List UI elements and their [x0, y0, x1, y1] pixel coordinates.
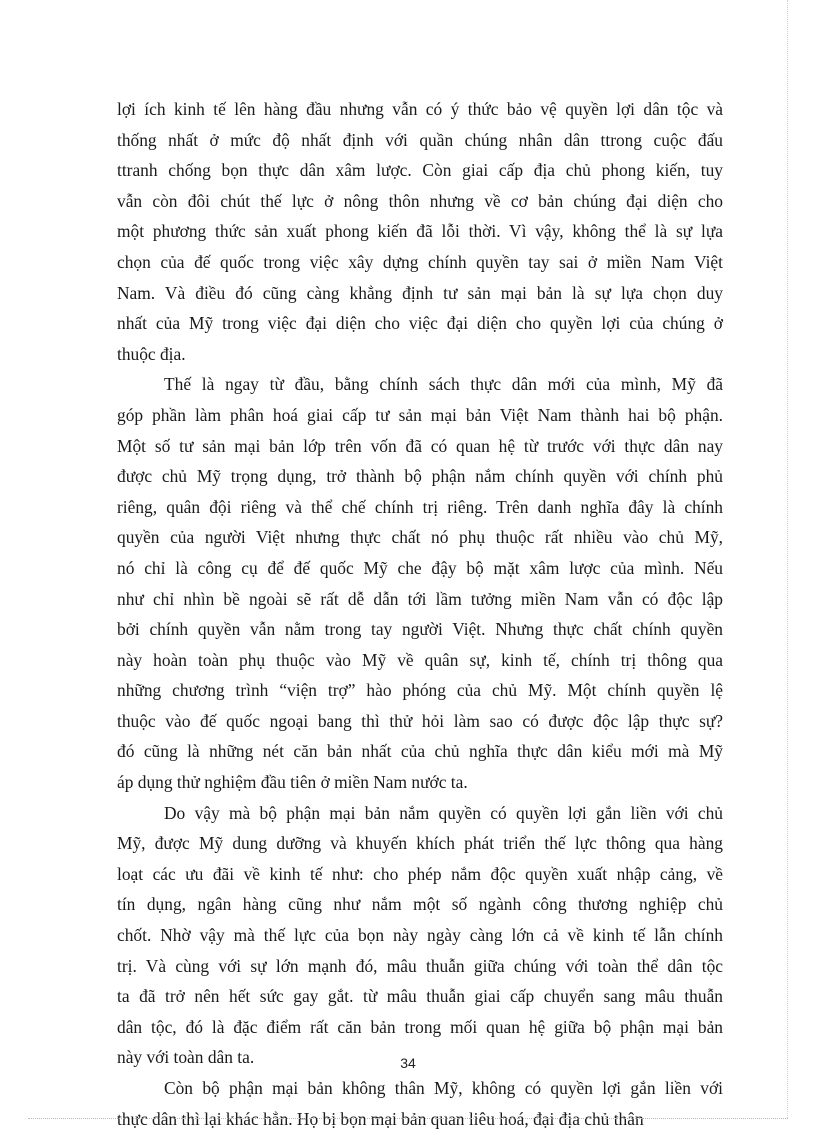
page-right-border	[787, 0, 788, 1118]
text-line: chốt. Nhờ vậy mà thế lực của bọn này ngày càng lớn cả về kinh tế lẫn chính	[117, 925, 723, 946]
body-text	[117, 94, 723, 1134]
text-line: thực dân thì lại khác hẳn. Họ bị bọn mại bản quan liêu hoá, đại địa chủ thân	[117, 1108, 644, 1129]
text-line: này hoàn toàn phụ thuộc vào Mỹ về quân sự, kinh tế, chính trị thông qua	[117, 649, 723, 670]
text-line: ta đã trở nên hết sức gay gắt. từ mâu thuẫn giai cấp chuyển sang mâu thuẫn	[117, 986, 723, 1007]
paragraph	[117, 798, 723, 1073]
text-line: như chỉ nhìn bề ngoài sẽ rất dễ dẫn tới lầm tưởng miền Nam vẫn có độc lập	[117, 588, 723, 609]
text-line: Thế là ngay từ đầu, bằng chính sách thực dân mới của mình, Mỹ đã	[164, 374, 723, 395]
text-line: tín dụng, ngân hàng cũng như nắm một số ngành công thương nghiệp chủ	[117, 894, 723, 915]
text-line: Mỹ, được Mỹ dung dưỡng và khuyến khích phát triển thế lực thông qua hàng	[117, 833, 723, 854]
text-line: một phương thức sản xuất phong kiến đã lỗi thời. Vì vậy, không thể là sự lựa	[117, 221, 723, 242]
text-line: nhất của Mỹ trong việc đại diện cho việc đại diện cho quyền lợi của chúng ở	[117, 313, 723, 334]
text-line: lợi ích kinh tế lên hàng đầu nhưng vẫn có ý thức bảo vệ quyền lợi dân tộc và	[117, 99, 723, 119]
text-line: bởi chính quyền vẫn nằm trong tay người Việt. Nhưng thực chất chính quyền	[117, 619, 723, 640]
text-line: Còn bộ phận mại bản không thân Mỹ, không có quyền lợi gắn liền với	[164, 1078, 723, 1098]
text-line: Do vậy mà bộ phận mại bản nắm quyền có quyền lợi gắn liền với chủ	[164, 802, 723, 823]
paragraph	[117, 94, 723, 369]
text-line: quyền của người Việt nhưng thực chất nó phụ thuộc rất nhiều vào chủ Mỹ,	[117, 527, 723, 548]
text-line: chọn của đế quốc trong việc xây dựng chính quyền tay sai ở miền Nam Việt	[117, 251, 723, 272]
text-line: nó chỉ là công cụ để đế quốc Mỹ che đậy bộ mặt xâm lược của mình. Nếu	[117, 557, 723, 578]
text-line: ttranh chống bọn thực dân xâm lược. Còn giai cấp địa chủ phong kiến, tuy	[117, 160, 723, 181]
text-line: trị. Và cùng với sự lớn mạnh đó, mâu thuẫn giữa chúng với toàn thể dân tộc	[117, 955, 723, 976]
paragraph	[117, 369, 723, 797]
text-line: Nam. Và điều đó cũng càng khẳng định tư sản mại bản là sự lựa chọn duy	[117, 282, 723, 303]
text-line: góp phần làm phân hoá giai cấp tư sản mại bản Việt Nam thành hai bộ phận.	[117, 404, 723, 425]
page-bottom-border	[28, 1118, 788, 1119]
page-number: 34	[400, 1055, 416, 1071]
text-line: riêng, quân đội riêng và thể chế chính trị riêng. Trên danh nghĩa đây là chính	[117, 496, 723, 517]
text-line: dân tộc, đó là đặc điểm rất căn bản trong mối quan hệ giữa bộ phận mại bản	[117, 1016, 723, 1037]
text-line: được chủ Mỹ trọng dụng, trở thành bộ phận nắm chính quyền với chính phủ	[117, 466, 723, 487]
text-line: loạt các ưu đãi về kinh tế như: cho phép nắm độc quyền xuất nhập cảng, về	[117, 863, 723, 884]
text-line: thuộc địa.	[117, 343, 186, 364]
text-line: những chương trình “viện trợ” hào phóng của chủ Mỹ. Một chính quyền lệ	[117, 680, 723, 701]
text-line: áp dụng thử nghiệm đầu tiên ở miền Nam nước ta.	[117, 772, 468, 793]
text-line: thống nhất ở mức độ nhất định với quần chúng nhân dân ttrong cuộc đấu	[117, 129, 723, 150]
text-line: thuộc vào đế quốc ngoại bang thì thử hỏi làm sao có được độc lập thực sự?	[117, 710, 723, 731]
text-line: Một số tư sản mại bản lớp trên vốn đã có quan hệ từ trước với thực dân nay	[117, 435, 723, 456]
text-line: vẫn còn đôi chút thế lực ở nông thôn nhưng về cơ bản chúng đại diện cho	[117, 190, 723, 211]
paragraph	[117, 1073, 723, 1134]
text-line: đó cũng là những nét căn bản nhất của chủ nghĩa thực dân kiểu mới mà Mỹ	[117, 741, 723, 762]
text-line: này với toàn dân ta.	[117, 1047, 255, 1068]
